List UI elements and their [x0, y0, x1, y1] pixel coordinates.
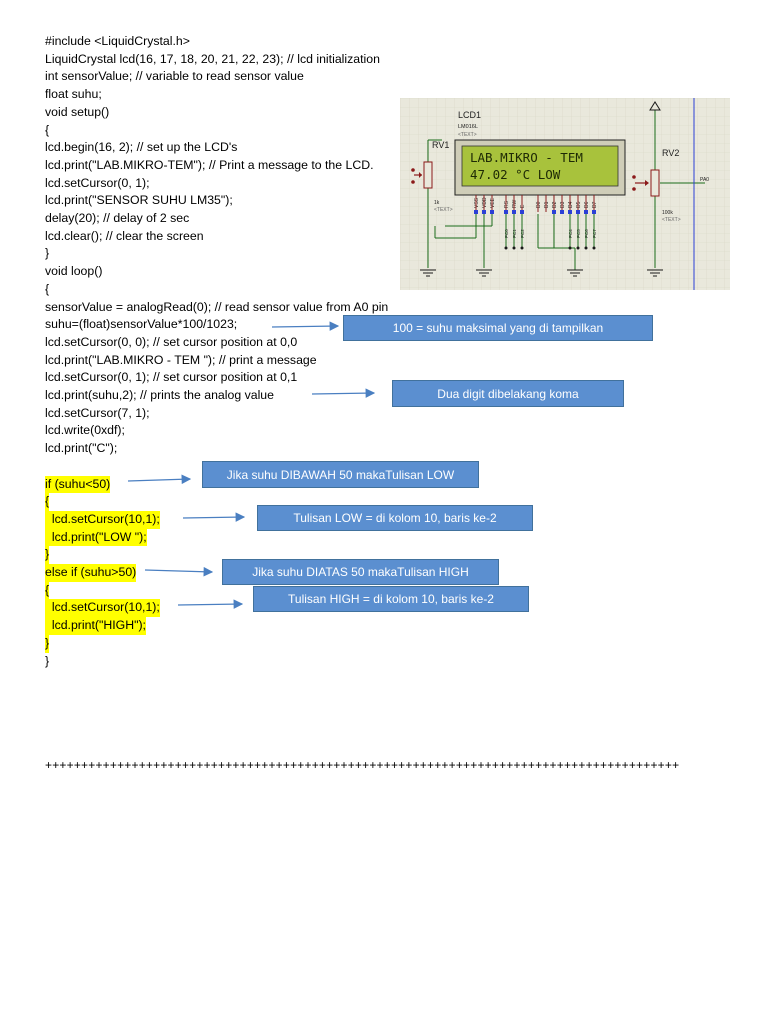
rv1-text-tag: <TEXT> [434, 207, 453, 213]
pin-label: E [520, 204, 526, 208]
port-label: PC2 [520, 229, 525, 238]
code-line-highlighted: } [45, 546, 49, 564]
code-line-highlighted: else if (suhu>50) [45, 564, 136, 582]
code-line-highlighted: if (suhu<50) [45, 476, 110, 494]
code-line-highlighted: { [45, 493, 49, 511]
code-line-highlighted: lcd.setCursor(10,1); [45, 599, 160, 617]
rv1-resistor [424, 162, 432, 188]
arrow-line [128, 479, 190, 481]
callout-high-position: Tulisan HIGH = di kolom 10, baris ke-2 [253, 586, 529, 612]
code-line-highlighted: lcd.print("LOW "); [45, 529, 147, 547]
lcd-model: LM016L [458, 124, 478, 130]
port-label: PC4 [568, 229, 573, 238]
code-line: lcd.write(0xdf); [45, 423, 125, 438]
pin-label: D1 [544, 201, 550, 208]
lcd-row-1: LAB.MIKRO - TEM [470, 150, 583, 165]
port-label: PC6 [584, 229, 589, 238]
code-line: { [45, 281, 50, 296]
code-line: lcd.print("LAB.MIKRO - TEM "); // print a message [45, 352, 317, 367]
code-line: lcd.print("LAB.MIKRO-TEM"); // Print a message to the LCD. [45, 157, 374, 172]
arrow-line [183, 517, 244, 518]
code-line-highlighted: lcd.setCursor(10,1); [45, 511, 160, 529]
port-label: PC7 [592, 229, 597, 238]
lcd-label: LCD1 [458, 110, 482, 120]
code-line-highlighted: { [45, 582, 49, 600]
arrow-line [178, 604, 242, 605]
lcd-row-2: 47.02 °C LOW [470, 167, 561, 182]
net-label: PA0 [700, 177, 710, 183]
rv2-text-tag: <TEXT> [662, 217, 681, 223]
code-line: lcd.setCursor(0, 1); // set cursor position at 0,1 [45, 370, 298, 385]
code-line: { [45, 122, 50, 137]
code-line: lcd.begin(16, 2); // set up the LCD's [45, 140, 238, 155]
code-line: sensorValue = analogRead(0); // read sensor value from A0 pin [45, 299, 389, 314]
rv1-value: 1k [434, 200, 440, 206]
code-line: lcd.print("C"); [45, 441, 118, 456]
code-line: suhu=(float)sensorValue*100/1023; [45, 317, 238, 332]
code-line: void setup() [45, 104, 110, 119]
arrow-line [272, 326, 338, 327]
arrow-line [312, 393, 374, 394]
callout-two-decimals: Dua digit dibelakang koma [392, 380, 624, 407]
pin-label: VSS [474, 197, 480, 208]
code-line: #include <LiquidCrystal.h> [45, 34, 190, 48]
code-line: lcd.setCursor(0, 0); // set cursor position at 0,0 [45, 334, 298, 349]
port-label: PC1 [512, 229, 517, 238]
code-line: lcd.setCursor(0, 1); [45, 175, 150, 190]
code-line: } [45, 246, 50, 261]
lcd-text-tag: <TEXT> [458, 132, 477, 138]
callout-above-50: Jika suhu DIATAS 50 makaTulisan HIGH [222, 559, 499, 585]
pin-label: D3 [560, 201, 566, 208]
code-line: int sensorValue; // variable to read sensor value [45, 69, 304, 84]
pin-label: VEE [490, 197, 496, 208]
pin-label: D5 [576, 201, 582, 208]
pin-label: D6 [584, 201, 590, 208]
pin-label: D0 [536, 201, 542, 208]
rv1-label: RV1 [432, 140, 450, 150]
code-line: lcd.setCursor(7, 1); [45, 405, 150, 420]
proteus-schematic [400, 98, 730, 290]
rv2-value: 100k [662, 210, 673, 216]
port-label: PC5 [576, 229, 581, 238]
pin-label: RW [512, 199, 518, 208]
code-line: lcd.print(suhu,2); // prints the analog value [45, 388, 274, 402]
code-line-highlighted: } [45, 635, 49, 653]
callout-max-temp: 100 = suhu maksimal yang di tampilkan [343, 315, 653, 341]
code-line: lcd.print("SENSOR SUHU LM35"); [45, 193, 233, 208]
code-line: void loop() [45, 264, 103, 279]
code-line: } [45, 653, 50, 668]
rv2-label: RV2 [662, 148, 680, 158]
callout-below-50: Jika suhu DIBAWAH 50 makaTulisan LOW [202, 461, 479, 488]
code-line-highlighted: lcd.print("HIGH"); [45, 617, 146, 635]
callout-low-position: Tulisan LOW = di kolom 10, baris ke-2 [257, 505, 533, 531]
pin-label: D7 [592, 201, 598, 208]
arrow-line [145, 570, 212, 572]
separator-line: ++++++++++++++++++++++++++++++++++++++++++++++++++++++++++++++++++++++++++++++++++++++++ [45, 758, 680, 772]
pin-label: VDD [482, 197, 488, 208]
pin-label: D2 [552, 201, 558, 208]
rv2-resistor [651, 170, 659, 196]
code-line: delay(20); // delay of 2 sec [45, 211, 190, 225]
pin-label: D4 [568, 201, 574, 208]
port-label: PC0 [504, 229, 509, 238]
code-line: lcd.clear(); // clear the screen [45, 228, 204, 243]
code-line: float suhu; [45, 87, 102, 102]
pin-label: RS [504, 201, 510, 208]
code-line: LiquidCrystal lcd(16, 17, 18, 20, 21, 22, 23); // lcd initialization [45, 51, 380, 66]
